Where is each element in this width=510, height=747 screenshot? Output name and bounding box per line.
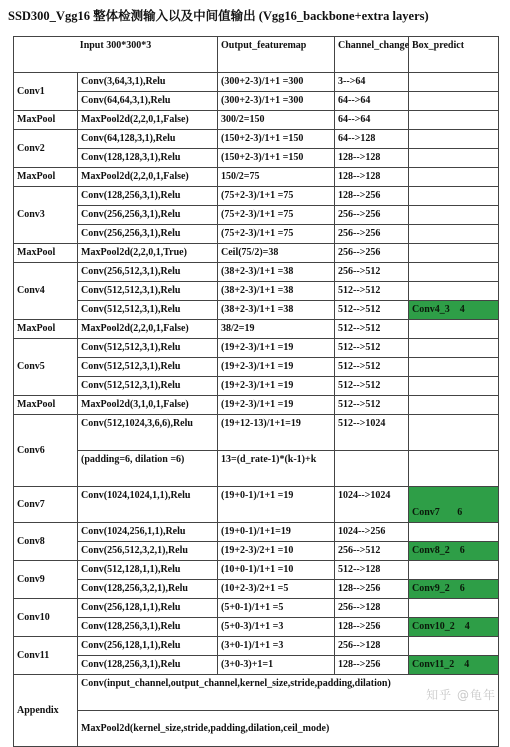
layer-name: Conv4 [14,263,78,320]
output-size: (19+2-3)/1+1 =19 [218,396,335,415]
box-predict: Conv8_2 6 [409,542,499,561]
table-row [14,599,499,618]
channel-change: 256-->512 [335,263,409,282]
channel-change: 64-->64 [335,111,409,130]
table-row [14,168,499,187]
table-row [14,451,499,487]
layer-name: Conv7 [14,487,78,523]
layer-def: MaxPool2d(2,2,0,1,False) [78,168,218,187]
table-row [14,618,499,637]
output-size: (19+2-3)/2+1 =10 [218,542,335,561]
box-predict [409,225,499,244]
output-size: (5+0-1)/1+1 =5 [218,599,335,618]
channel-change: 512-->512 [335,339,409,358]
box-predict [409,523,499,542]
layer-name: MaxPool [14,320,78,339]
output-size: (38+2-3)/1+1 =38 [218,282,335,301]
output-size: 300/2=150 [218,111,335,130]
channel-change: 256-->256 [335,244,409,263]
layer-name: Conv5 [14,339,78,396]
layer-def: MaxPool2d(2,2,0,1,False) [78,320,218,339]
output-size: (10+0-1)/1+1 =10 [218,561,335,580]
box-predict: Conv4_3 4 [409,301,499,320]
layer-def: Conv(256,512,3,1),Relu [78,263,218,282]
table-row [14,561,499,580]
layer-table [13,36,499,747]
channel-change: 512-->512 [335,320,409,339]
output-size: (38+2-3)/1+1 =38 [218,263,335,282]
header-box: Box_predict [409,37,499,73]
box-predict: Conv9_2 6 [409,580,499,599]
layer-def: Conv(512,512,3,1),Relu [78,377,218,396]
layer-name: Conv1 [14,73,78,111]
output-size: (3+0-1)/1+1 =3 [218,637,335,656]
output-size: (19+2-3)/1+1 =19 [218,377,335,396]
layer-def: Conv(128,256,3,1),Relu [78,656,218,675]
channel-change: 256-->256 [335,225,409,244]
header-output: Output_featuremap [218,37,335,73]
channel-change: 64-->64 [335,92,409,111]
box-predict [409,73,499,92]
channel-change: 128-->128 [335,149,409,168]
table-row [14,92,499,111]
table-row [14,656,499,675]
box-predict [409,149,499,168]
layer-def: Conv(128,256,3,1),Relu [78,618,218,637]
table-row [14,187,499,206]
output-size: (19+12-13)/1+1=19 [218,415,335,451]
table-row [14,637,499,656]
box-predict: Conv7 6 [409,487,499,523]
layer-name: Conv9 [14,561,78,599]
box-predict: Conv11_2 4 [409,656,499,675]
table-row [14,225,499,244]
box-predict [409,451,499,487]
channel-change: 128-->256 [335,656,409,675]
output-size: (10+2-3)/2+1 =5 [218,580,335,599]
channel-change: 256-->128 [335,637,409,656]
channel-change: 128-->256 [335,187,409,206]
table-row [14,487,499,523]
box-predict [409,244,499,263]
output-size: Ceil(75/2)=38 [218,244,335,263]
output-size: 150/2=75 [218,168,335,187]
table-row [14,415,499,451]
layer-def: MaxPool2d(3,1,0,1,False) [78,396,218,415]
layer-name: MaxPool [14,396,78,415]
output-size: (75+2-3)/1+1 =75 [218,187,335,206]
table-row [14,206,499,225]
channel-change: 512-->512 [335,377,409,396]
box-predict [409,599,499,618]
channel-change: 1024-->256 [335,523,409,542]
layer-def: (padding=6, dilation =6) [78,451,218,487]
output-size: (19+2-3)/1+1 =19 [218,339,335,358]
document-title: SSD300_Vgg16 整体检测输入以及中间值输出 (Vgg16_backbone+extra layers) [8,9,429,23]
table-row [14,358,499,377]
layer-name: Conv3 [14,187,78,244]
channel-change: 512-->512 [335,301,409,320]
output-size: (75+2-3)/1+1 =75 [218,225,335,244]
box-predict [409,111,499,130]
layer-def: Conv(512,512,3,1),Relu [78,301,218,320]
output-size: (38+2-3)/1+1 =38 [218,301,335,320]
layer-name: Conv11 [14,637,78,675]
channel-change: 128-->256 [335,580,409,599]
table-row [14,339,499,358]
appendix-maxpool-signature: MaxPool2d(kernel_size,stride,padding,dilation,ceil_mode) [78,711,499,747]
table-row [14,301,499,320]
layer-def: Conv(64,64,3,1),Relu [78,92,218,111]
box-predict [409,130,499,149]
channel-change: 512-->512 [335,358,409,377]
appendix-label: Appendix [14,675,78,747]
layer-def: Conv(512,512,3,1),Relu [78,358,218,377]
output-size: (3+0-3)+1=1 [218,656,335,675]
layer-def: Conv(256,128,1,1),Relu [78,637,218,656]
table-row [14,523,499,542]
output-size: (150+2-3)/1+1 =150 [218,149,335,168]
table-row [14,244,499,263]
layer-def: Conv(128,128,3,1),Relu [78,149,218,168]
table-row [14,130,499,149]
layer-name: Conv10 [14,599,78,637]
channel-change [335,451,409,487]
layer-def: Conv(64,128,3,1),Relu [78,130,218,149]
channel-change: 512-->512 [335,396,409,415]
layer-def: Conv(512,128,1,1),Relu [78,561,218,580]
channel-change: 512-->1024 [335,415,409,451]
output-size: 38/2=19 [218,320,335,339]
box-predict [409,561,499,580]
box-predict [409,637,499,656]
table-row [14,542,499,561]
table-row [14,73,499,92]
channel-change: 512-->512 [335,282,409,301]
layer-def: Conv(1024,256,1,1),Relu [78,523,218,542]
box-predict: Conv10_2 4 [409,618,499,637]
layer-name: MaxPool [14,168,78,187]
output-size: (19+0-1)/1+1=19 [218,523,335,542]
output-size: (150+2-3)/1+1 =150 [218,130,335,149]
channel-change: 64-->128 [335,130,409,149]
box-predict [409,339,499,358]
box-predict [409,92,499,111]
output-size: (5+0-3)/1+1 =3 [218,618,335,637]
layer-name: Conv8 [14,523,78,561]
box-predict [409,320,499,339]
appendix-conv-signature: Conv(input_channel,output_channel,kernel_size,stride,padding,dilation) [78,675,499,711]
layer-def: Conv(256,256,3,1),Relu [78,206,218,225]
layer-def: Conv(256,512,3,2,1),Relu [78,542,218,561]
layer-def: Conv(512,1024,3,6,6),Relu [78,415,218,451]
output-size: (19+2-3)/1+1 =19 [218,358,335,377]
layer-def: Conv(128,256,3,1),Relu [78,187,218,206]
layer-def: Conv(128,256,3,2,1),Relu [78,580,218,599]
layer-def: MaxPool2d(2,2,0,1,False) [78,111,218,130]
layer-name: Conv2 [14,130,78,168]
box-predict [409,263,499,282]
table-row [14,282,499,301]
output-size: (300+2-3)/1+1 =300 [218,92,335,111]
table-row [14,263,499,282]
box-predict [409,415,499,451]
box-predict [409,396,499,415]
table-row [14,396,499,415]
table-row [14,377,499,396]
channel-change: 3-->64 [335,73,409,92]
table-row [14,111,499,130]
channel-change: 128-->128 [335,168,409,187]
layer-def: Conv(256,128,1,1),Relu [78,599,218,618]
layer-def: MaxPool2d(2,2,0,1,True) [78,244,218,263]
channel-change: 256-->512 [335,542,409,561]
layer-def: Conv(512,512,3,1),Relu [78,282,218,301]
channel-change: 1024-->1024 [335,487,409,523]
output-size: (300+2-3)/1+1 =300 [218,73,335,92]
layer-name: Conv6 [14,415,78,487]
box-predict [409,358,499,377]
header-channel: Channel_change [335,37,409,73]
table-row [14,711,499,747]
layer-def: Conv(512,512,3,1),Relu [78,339,218,358]
layer-def: Conv(256,256,3,1),Relu [78,225,218,244]
box-predict [409,377,499,396]
box-predict [409,282,499,301]
channel-change: 256-->256 [335,206,409,225]
channel-change: 256-->128 [335,599,409,618]
table-row [14,580,499,599]
output-size: 13=(d_rate-1)*(k-1)+k [218,451,335,487]
layer-name: MaxPool [14,244,78,263]
header-input: Input 300*300*3 [14,37,218,73]
channel-change: 512-->128 [335,561,409,580]
box-predict [409,168,499,187]
output-size: (19+0-1)/1+1 =19 [218,487,335,523]
box-predict [409,206,499,225]
layer-name: MaxPool [14,111,78,130]
table-row [14,320,499,339]
watermark: 知乎 @龟年 [426,688,496,702]
layer-def: Conv(3,64,3,1),Relu [78,73,218,92]
header-row [14,37,499,73]
table-row [14,149,499,168]
output-size: (75+2-3)/1+1 =75 [218,206,335,225]
box-predict [409,187,499,206]
layer-def: Conv(1024,1024,1,1),Relu [78,487,218,523]
channel-change: 128-->256 [335,618,409,637]
